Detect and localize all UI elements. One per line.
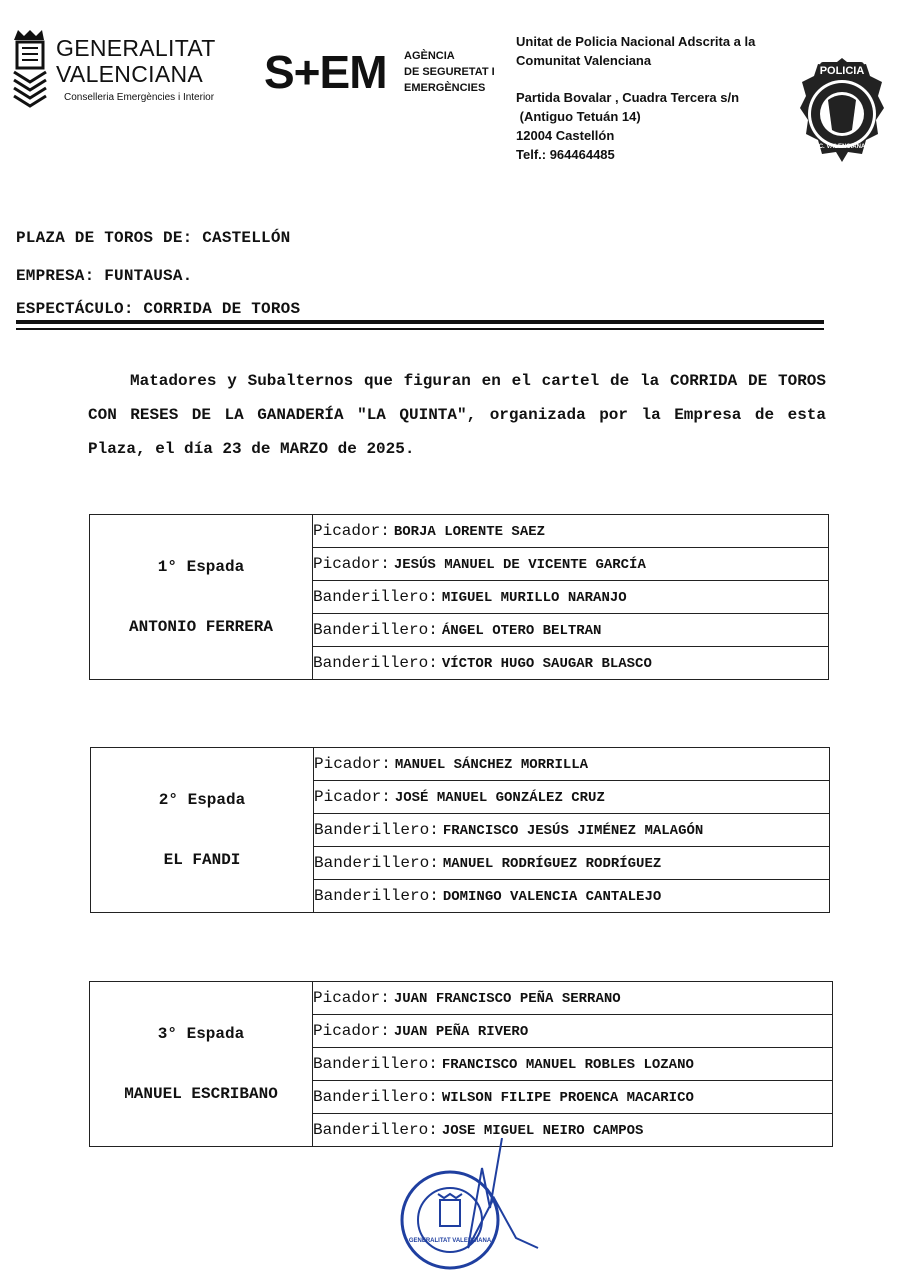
table-row <box>91 748 830 781</box>
sem-mark: S+EM <box>264 46 387 98</box>
person-name: JOSE MIGUEL NEIRO CAMPOS <box>441 1123 644 1139</box>
divider-thick <box>16 320 824 324</box>
address-line3: Partida Bovalar , Cuadra Tercera s/n <box>516 90 740 105</box>
role-label: Banderillero: <box>314 854 439 872</box>
espada-order: 1° Espada <box>157 558 245 576</box>
matador-name: EL FANDI <box>163 851 241 869</box>
cartel-table-2 <box>90 747 830 913</box>
cartel-table-1 <box>89 514 829 680</box>
person-name: DOMINGO VALENCIA CANTALEJO <box>442 889 662 905</box>
person-name: JOSÉ MANUEL GONZÁLEZ CRUZ <box>394 790 605 806</box>
plaza-line: PLAZA DE TOROS DE: CASTELLÓN <box>16 229 291 247</box>
cuadrilla-cell <box>314 814 830 847</box>
generalitat-logo <box>12 28 227 110</box>
cuadrilla-cell <box>314 880 830 913</box>
empresa-line: EMPRESA: FUNTAUSA. <box>16 267 193 285</box>
address-line4: (Antiguo Tetuán 14) <box>516 109 641 124</box>
person-name: JUAN PEÑA RIVERO <box>393 1024 529 1040</box>
role-label: Banderillero: <box>313 588 438 606</box>
matador-name: ANTONIO FERRERA <box>128 618 274 636</box>
generalitat-title-line1: GENERALITAT <box>56 35 216 61</box>
policia-badge-icon <box>798 56 886 164</box>
espada-order: 3° Espada <box>157 1025 245 1043</box>
address-phone: Telf.: 964464485 <box>516 147 615 162</box>
espada-cell <box>90 982 313 1147</box>
address-line2: Comunitat Valenciana <box>516 53 652 68</box>
matador-name: MANUEL ESCRIBANO <box>124 1085 278 1103</box>
role-label: Banderillero: <box>313 1121 438 1139</box>
cartel-table-3 <box>89 981 833 1147</box>
role-label: Banderillero: <box>314 821 439 839</box>
espectaculo-line: ESPECTÁCULO: CORRIDA DE TOROS <box>16 300 301 318</box>
espada-cell <box>90 515 313 680</box>
cuadrilla-cell <box>313 581 829 614</box>
person-name: JUAN FRANCISCO PEÑA SERRANO <box>393 991 621 1007</box>
cuadrilla-cell <box>313 647 829 680</box>
role-label: Picador: <box>313 989 390 1007</box>
role-label: Banderillero: <box>313 654 438 672</box>
role-label: Banderillero: <box>313 621 438 639</box>
espada-order: 2° Espada <box>158 791 246 809</box>
conselleria-subtitle: Conselleria Emergències i Interior <box>64 92 215 103</box>
intro-text: Matadores y Subalternos que figuran en el cartel de la CORRIDA DE TOROS CON RESES DE LA GANADERÍA "LA QUINTA", organizada por la Empresa de esta Plaza, el día 23 de MARZO de 2025. <box>88 372 826 458</box>
espada-cell <box>91 748 314 913</box>
cuadrilla-cell <box>313 1081 833 1114</box>
sem-line3: EMERGÈNCIES <box>404 82 486 94</box>
cuadrilla-cell <box>314 748 830 781</box>
divider-thin <box>16 328 824 330</box>
generalitat-emblem-icon <box>12 28 50 108</box>
table-row <box>90 515 829 548</box>
role-label: Picador: <box>314 788 391 806</box>
cuadrilla-cell <box>313 1114 833 1147</box>
cuadrilla-cell <box>313 1048 833 1081</box>
role-label: Banderillero: <box>313 1088 438 1106</box>
address-line1: Unitat de Policia Nacional Adscrita a la <box>516 34 756 49</box>
person-name: MANUEL SÁNCHEZ MORRILLA <box>394 757 589 773</box>
table-row <box>90 982 833 1015</box>
sem-logo <box>264 44 504 104</box>
stamp-text: GENERALITAT VALENCIANA <box>408 1238 492 1244</box>
person-name: JESÚS MANUEL DE VICENTE GARCÍA <box>393 557 646 573</box>
person-name: FRANCISCO MANUEL ROBLES LOZANO <box>441 1057 694 1073</box>
role-label: Picador: <box>313 1022 390 1040</box>
intro-paragraph <box>88 364 826 466</box>
role-label: Banderillero: <box>314 887 439 905</box>
role-label: Banderillero: <box>313 1055 438 1073</box>
cuadrilla-cell <box>313 1015 833 1048</box>
cuadrilla-cell <box>313 548 829 581</box>
sem-line1: AGÈNCIA <box>404 50 455 62</box>
person-name: MIGUEL MURILLO NARANJO <box>441 590 627 606</box>
cuadrilla-cell <box>314 781 830 814</box>
person-name: MANUEL RODRÍGUEZ RODRÍGUEZ <box>442 856 662 872</box>
person-name: FRANCISCO JESÚS JIMÉNEZ MALAGÓN <box>442 823 704 839</box>
sem-agency-name <box>404 48 495 96</box>
unit-address <box>516 32 786 164</box>
official-stamp-icon <box>398 1138 548 1280</box>
cuadrilla-cell <box>313 515 829 548</box>
person-name: VÍCTOR HUGO SAUGAR BLASCO <box>441 656 652 672</box>
role-label: Picador: <box>314 755 391 773</box>
person-name: BORJA LORENTE SAEZ <box>393 524 546 540</box>
person-name: ÁNGEL OTERO BELTRAN <box>441 623 602 639</box>
person-name: WILSON FILIPE PROENCA MACARICO <box>441 1090 694 1106</box>
badge-top-text: POLICIA <box>819 65 865 77</box>
signature-stroke <box>468 1138 538 1248</box>
role-label: Picador: <box>313 555 390 573</box>
sem-line2: DE SEGURETAT I <box>404 66 495 78</box>
address-line5: 12004 Castellón <box>516 128 615 143</box>
role-label: Picador: <box>313 522 390 540</box>
badge-ring-text: C. VALENCIANA <box>818 144 866 150</box>
generalitat-title-line2: VALENCIANA <box>56 61 204 87</box>
cuadrilla-cell <box>314 847 830 880</box>
cuadrilla-cell <box>313 614 829 647</box>
cuadrilla-cell <box>313 982 833 1015</box>
